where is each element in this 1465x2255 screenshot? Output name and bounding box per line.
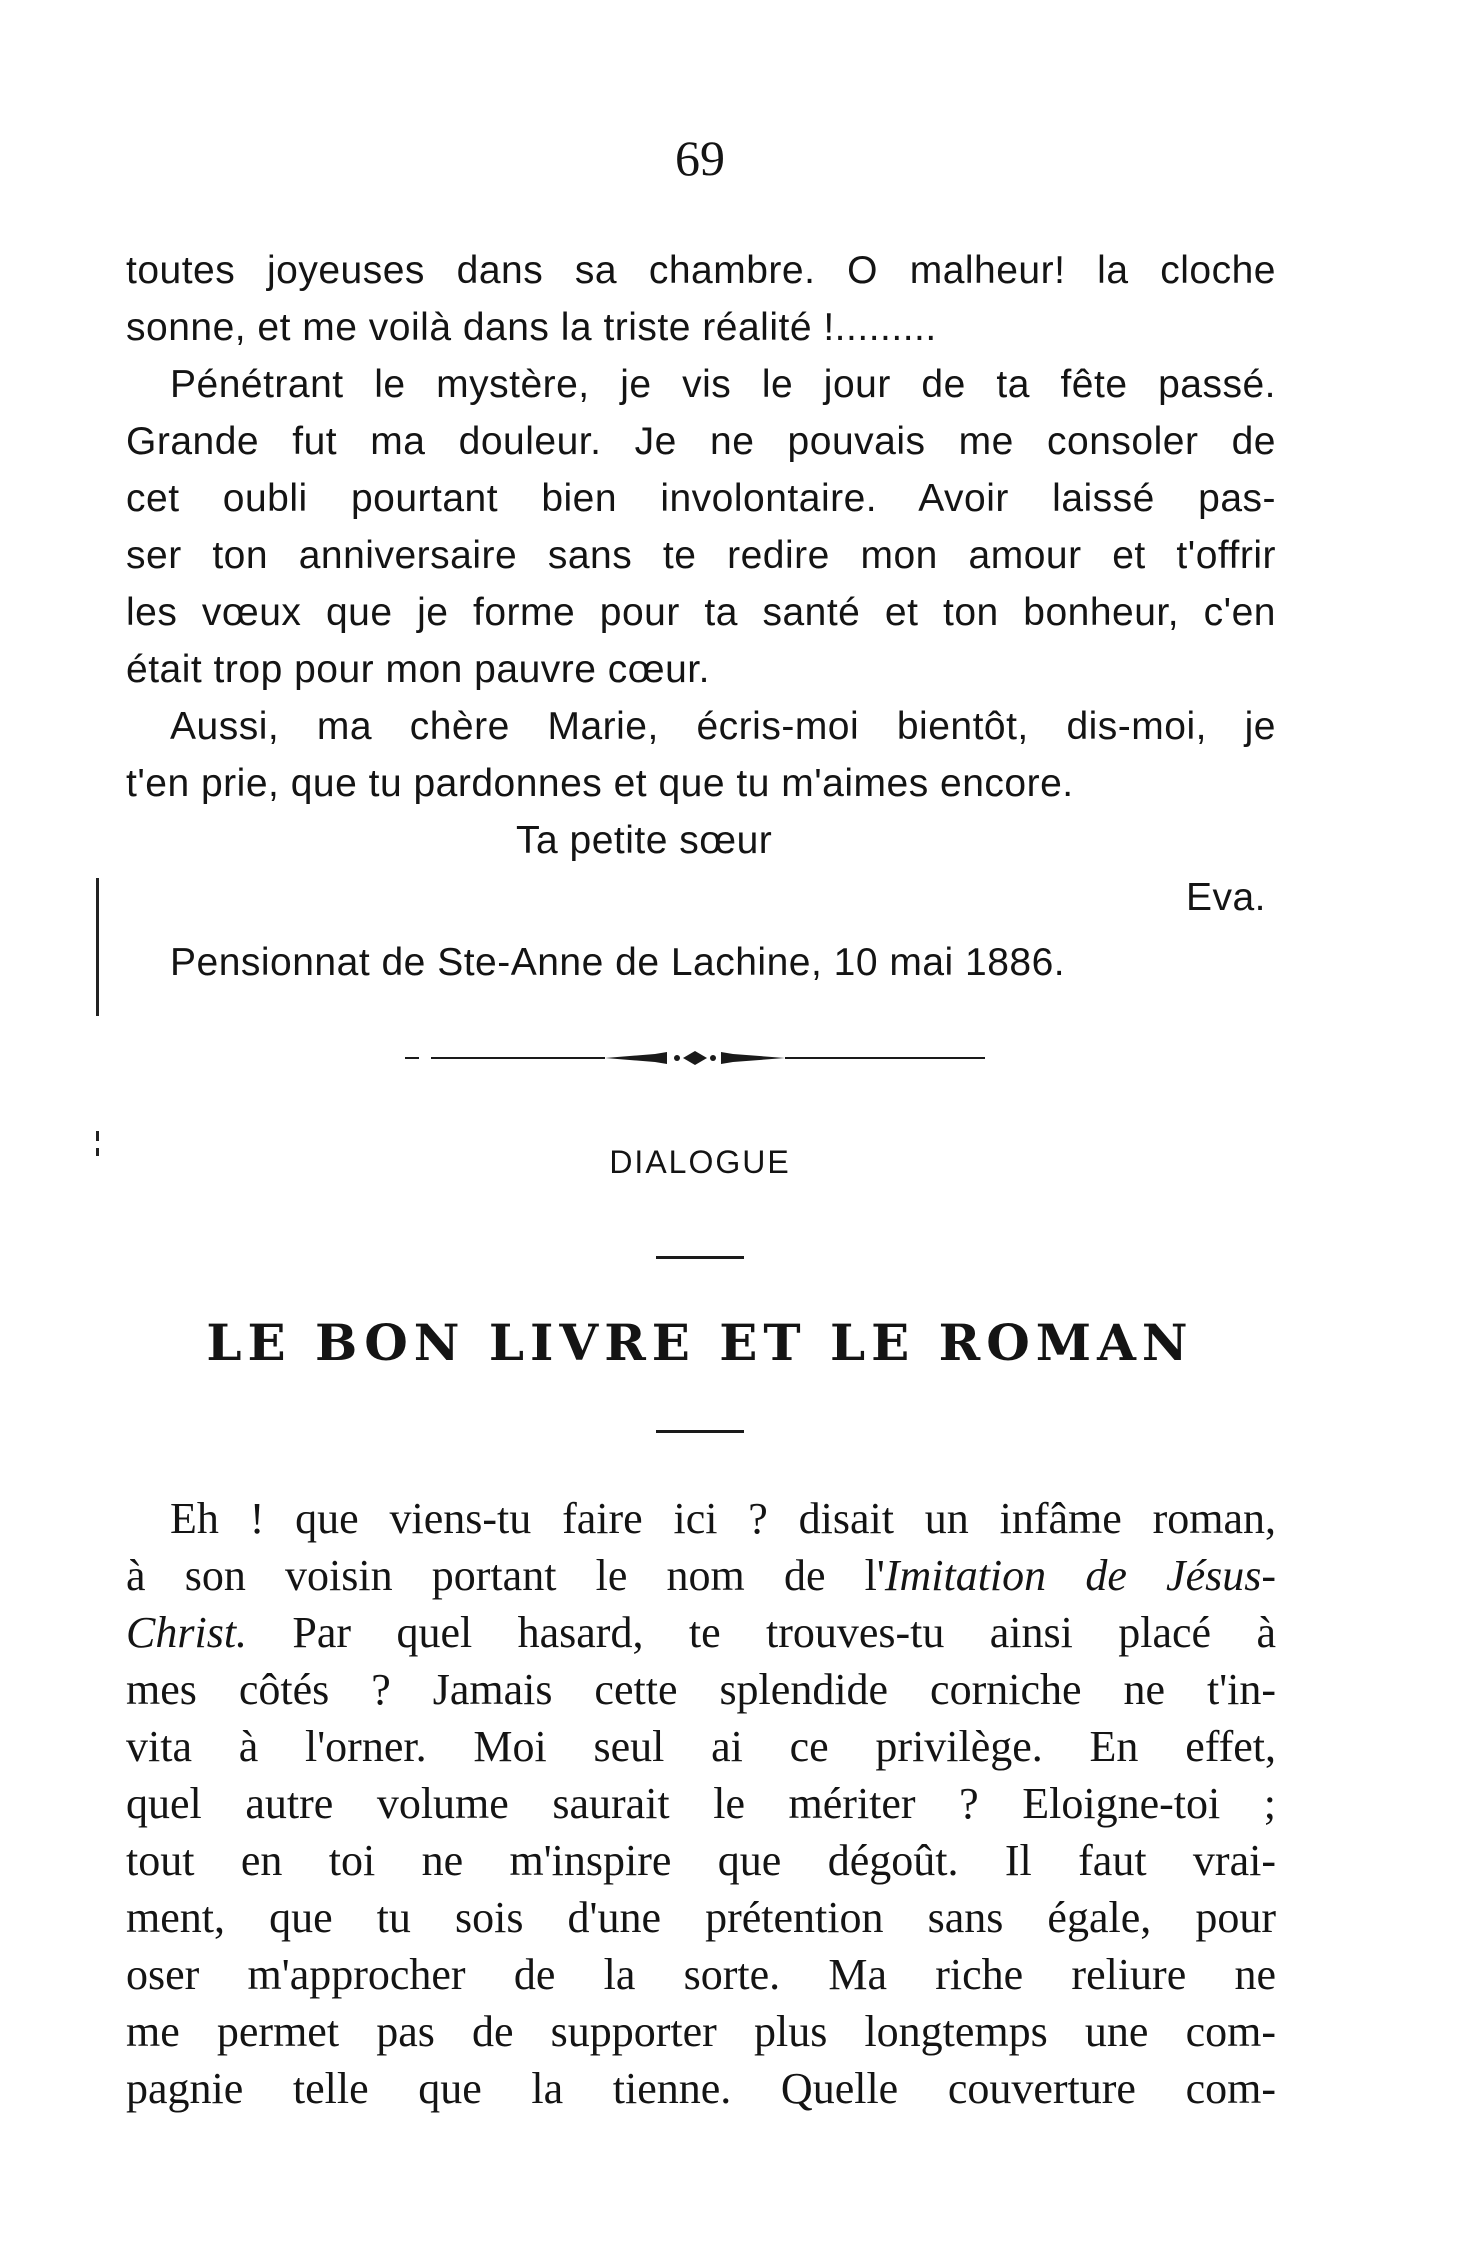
letter-line: les vœux que je forme pour ta santé et ton bonheur, c'en [126,591,1276,634]
story-line: Eh ! que viens-tu faire ici ? disait un infâme roman, [170,1494,1276,1543]
story-text [126,1490,1276,2117]
letter-line: cet oubli pourtant bien involontaire. Avoir laissé pas- [126,477,1276,520]
letter-line: t'en prie, que tu pardonnes et que tu m'aimes encore. [126,762,1074,805]
story-line: ment, que tu sois d'une prétention sans égale, pour [126,1893,1276,1942]
short-rule [656,1430,744,1433]
story-line: vita à l'orner. Moi seul ai ce privilège. En effet, [126,1722,1276,1771]
story-line: pagnie telle que la tienne. Quelle couverture com- [126,2064,1276,2113]
story-line: quel autre volume saurait le mériter ? Eloigne-toi ; [126,1779,1276,1828]
story-line: tout en toi ne m'inspire que dégoût. Il faut vrai- [126,1836,1276,1885]
letter-line: Grande fut ma douleur. Je ne pouvais me consoler de [126,420,1276,463]
story-line: oser m'approcher de la sorte. Ma riche reliure ne [126,1950,1276,1999]
letter-line: toutes joyeuses dans sa chambre. O malheur! la cloche [126,249,1276,292]
letter-line: Pénétrant le mystère, je vis le jour de ta fête passé. [170,363,1276,406]
story-text-run: Par quel hasard, te trouves-tu ainsi placé à [247,1608,1276,1657]
story-line [126,1547,1276,1604]
place-date: Pensionnat de Ste-Anne de Lachine, 10 mai 1886. [170,941,1066,984]
letter-line: sonne, et me voilà dans la triste réalité !......... [126,306,937,349]
letter-line: ser ton anniversaire sans te redire mon amour et t'offrir [126,534,1276,577]
story-line [126,1604,1276,1661]
letter-line: Aussi, ma chère Marie, écris-moi bientôt, dis-moi, je [170,705,1276,748]
book-title-italic: Imitation de Jésus- [884,1551,1277,1600]
book-title-italic: Christ. [126,1608,248,1657]
section-label: DIALOGUE [609,1144,791,1180]
signature-line: Ta petite sœur [516,819,773,862]
signature-name: Eva. [1185,876,1266,919]
story-line: mes côtés ? Jamais cette splendide corniche ne t'in- [126,1665,1276,1714]
letter-line: était trop pour mon pauvre cœur. [126,648,710,691]
page-number: 69 [675,130,725,186]
ornament-divider [405,1038,985,1078]
short-rule [656,1256,744,1259]
margin-mark [96,878,99,1016]
letter-text [126,242,1276,991]
story-line: me permet pas de supporter plus longtemps une com- [126,2007,1276,2056]
chapter-title: LE BON LIVRE ET LE ROMAN [206,1313,1194,1372]
story-text-run: à son voisin portant le nom de l' [126,1551,885,1600]
